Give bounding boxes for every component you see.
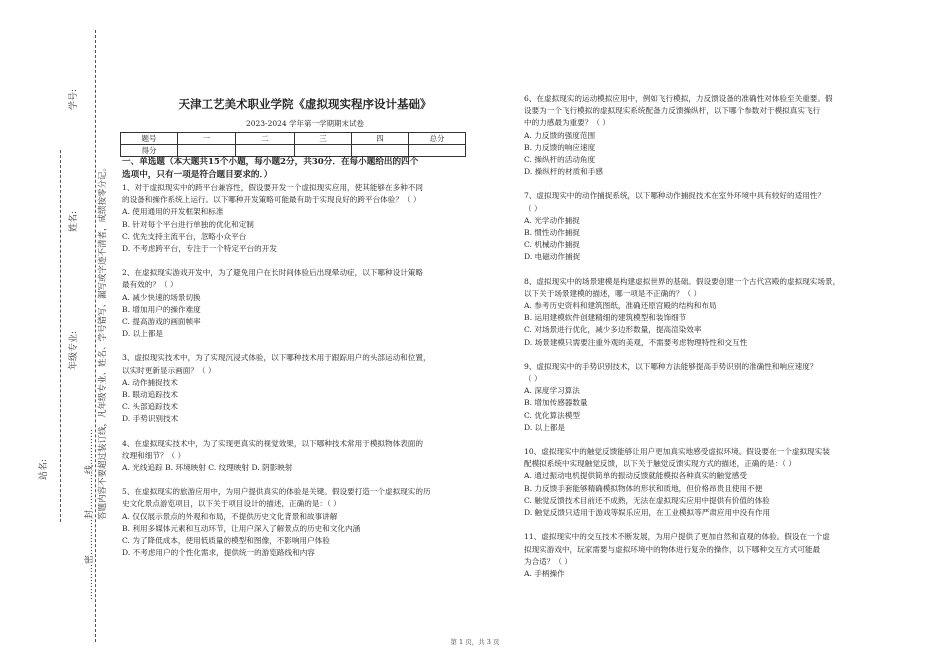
question-11 bbox=[524, 531, 894, 580]
question-stem: 10、虚拟现实中的触觉反馈能够让用户更加真实地感受虚拟环境。假设要在一个虚拟现实装 bbox=[524, 447, 830, 457]
question-stem: 拟现实游戏中，玩家需要与虚拟环境中的物体进行复杂的操作，以下哪种交互方式可能最 bbox=[524, 544, 821, 554]
question-7 bbox=[524, 190, 894, 263]
section-heading: 一、单选题（本大题共15个小题，每小题2分，共30分．在每小题给出的四个 bbox=[122, 157, 419, 167]
option[interactable]: B. 惯性动作捕捉 bbox=[524, 228, 580, 238]
option[interactable]: D. 以上都是 bbox=[122, 329, 164, 339]
question-stem: 8、虚拟现实中的场景建模是构建虚拟世界的基础。假设要创建一个古代宫殿的虚拟现实场景， bbox=[524, 276, 841, 286]
question-stem: 4、在虚拟现实技术中，为了实现更真实的视觉效果，以下哪种技术常用于模拟物体表面的 bbox=[122, 438, 423, 448]
question-10 bbox=[524, 446, 894, 519]
option[interactable]: D. 触觉反馈只适用于游戏等娱乐应用，在工业模拟等严肃应用中没有作用 bbox=[524, 508, 771, 518]
option[interactable]: B. 力反馈的响应速度 bbox=[524, 142, 596, 152]
option[interactable]: D. 手势识别技术 bbox=[122, 414, 179, 424]
option[interactable]: B. 运用建模软件创建精细的建筑模型和装饰细节 bbox=[524, 313, 687, 323]
school-label: 站名: bbox=[39, 458, 49, 480]
option[interactable]: A. 参考历史资料和建筑图纸，准确还原宫殿的结构和布局 bbox=[524, 301, 717, 311]
option[interactable]: A. 通过振动电机提供简单的振动反馈就能模拟各种真实的触觉感受 bbox=[524, 471, 747, 481]
binding-warning: 答题内容不要超过装订线，凡年级专业、姓名、学号错写、漏写或字迹不清者，成绩按零分记。 bbox=[98, 162, 108, 520]
page-footer: 第 1 页，共 3 页 bbox=[450, 638, 500, 646]
question-stem: 7、虚拟现实中的动作捕捉系统，以下哪种动作捕捉技术在室外环境中具有较好的适用性？ bbox=[524, 191, 825, 201]
question-5 bbox=[122, 486, 492, 559]
score-table bbox=[120, 132, 466, 157]
question-stem: 6、在虚拟现实的运动模拟应用中，例如飞行模拟，力反馈设备的准确性对体验至关重要。假 bbox=[524, 94, 833, 103]
option[interactable]: A. 手柄操作 bbox=[524, 568, 565, 578]
option[interactable]: C. 提高游戏的画面帧率 bbox=[122, 317, 201, 327]
score-header: 二 bbox=[236, 133, 295, 145]
option[interactable]: D. 电磁动作捕捉 bbox=[524, 252, 581, 262]
question-stem: 9、虚拟现实中的手势识别技术，以下哪种方法能够提高手势识别的准确性和响应速度？ bbox=[524, 361, 818, 371]
question-stem: 配模拟系统中实现触觉反馈，以下关于触觉反馈实现方式的描述，正确的是：（ ） bbox=[524, 459, 796, 469]
question-8 bbox=[524, 276, 894, 349]
question-stem: 的设备和操作系统上运行。以下哪种开发策略可能最有助于实现良好的跨平台体验？（ ） bbox=[122, 195, 421, 205]
question-4 bbox=[122, 438, 492, 475]
option[interactable]: B. 增加用户的操作难度 bbox=[122, 304, 201, 314]
option[interactable]: B. 增加传感器数量 bbox=[524, 398, 588, 408]
exam-subtitle: 2023-2024 学年第一学期期末试卷 bbox=[245, 119, 365, 128]
option[interactable]: B. 眼动追踪技术 bbox=[122, 390, 178, 400]
name-label: 姓名: bbox=[69, 210, 79, 232]
question-stem: 1、对于虚拟现实中的跨平台兼容性，假设要开发一个虚拟现实应用，使其能够在多种不同 bbox=[122, 183, 423, 192]
score-cell bbox=[236, 145, 295, 157]
right-column bbox=[524, 93, 894, 580]
option[interactable]: C. 为了降低成本，使用低质量的模型和图像，不影响用户体验 bbox=[122, 536, 330, 546]
option[interactable]: A. 动作捕捉技术 bbox=[122, 377, 178, 387]
score-cell bbox=[295, 145, 352, 157]
question-9 bbox=[524, 361, 894, 434]
option[interactable]: A. 使用通用的开发框架和标准 bbox=[122, 207, 224, 217]
score-table-row bbox=[121, 145, 466, 157]
option[interactable]: A. 力反馈的强度范围 bbox=[524, 130, 596, 140]
option[interactable]: D. 场景建模只需要注重外观的美观，不需要考虑物理特性和交互性 bbox=[524, 337, 748, 347]
student-no-label: 学号: bbox=[69, 88, 79, 110]
question-stem: 史文化景点游览项目，以下关于项目设计的描述，正确的是：（ ） bbox=[122, 499, 341, 509]
score-header: 题号 bbox=[121, 133, 178, 145]
option[interactable]: C. 优先支持主流平台，忽略小众平台 bbox=[122, 231, 247, 241]
option[interactable]: A. 光学动作捕捉 bbox=[524, 215, 580, 225]
question-stem: 2、在虚拟现实游戏开发中，为了避免用户在长时间体验后出现晕动症，以下哪种设计策略 bbox=[122, 268, 423, 278]
option[interactable]: D. 不考虑跨平台，专注于一个特定平台的开发 bbox=[122, 244, 277, 254]
option[interactable]: A. 减少快速的场景切换 bbox=[122, 292, 201, 302]
option[interactable]: A. 仅仅展示景点的外观和布局，不提供历史文化背景和故事讲解 bbox=[122, 511, 338, 521]
score-cell bbox=[352, 145, 409, 157]
question-stem: 11、虚拟现实中的交互技术不断发展，为用户提供了更加自然和直观的体验。假设在一个虚 bbox=[524, 532, 830, 542]
question-stem: 设要为一个飞行模拟的虚拟现实系统配备力反馈操纵杆，以下哪个参数对于模拟真实飞行 bbox=[524, 106, 821, 116]
option[interactable]: A. 光线追踪 B. 环境映射 C. 纹理映射 D. 阴影映射 bbox=[122, 463, 293, 473]
option[interactable]: C. 头部追踪技术 bbox=[122, 402, 178, 412]
score-row-label: 得分 bbox=[121, 145, 178, 157]
question-2 bbox=[122, 267, 492, 340]
question-6 bbox=[524, 93, 894, 178]
score-header: 一 bbox=[178, 133, 236, 145]
exam-title: 天津工艺美术职业学院《虚拟现实程序设计基础》 bbox=[178, 97, 432, 111]
question-stem: （ ） bbox=[524, 203, 542, 213]
score-table-header-row bbox=[121, 133, 466, 145]
left-column bbox=[122, 156, 492, 559]
option[interactable]: D. 以上都是 bbox=[524, 422, 566, 432]
question-1 bbox=[122, 182, 492, 255]
score-cell bbox=[409, 145, 466, 157]
question-stem: 5、在虚拟现实的旅游应用中，为用户提供真实的体验是关键。假设要打造一个虚拟现实的历 bbox=[122, 487, 431, 497]
score-header: 三 bbox=[295, 133, 352, 145]
seal-line-text: …………密…………封…………线………… bbox=[85, 428, 95, 600]
binding-margin bbox=[0, 0, 112, 672]
option[interactable]: C. 操纵杆的活动角度 bbox=[524, 155, 596, 165]
score-header: 总分 bbox=[409, 133, 466, 145]
class-label: 年级专业: bbox=[69, 330, 79, 370]
option[interactable]: C. 触觉反馈技术目前还不成熟，无法在虚拟现实应用中提供有价值的体验 bbox=[524, 495, 770, 505]
option[interactable]: A. 深度学习算法 bbox=[524, 386, 580, 396]
option[interactable]: D. 操纵杆的材质和手感 bbox=[524, 167, 603, 177]
binding-dashed-line-inner bbox=[60, 150, 61, 522]
question-stem: 纹理和细节？（ ） bbox=[122, 450, 186, 460]
option[interactable]: B. 利用多媒体元素和互动环节，让用户深入了解景点的历史和文化内涵 bbox=[122, 523, 361, 533]
option[interactable]: B. 针对每个平台进行单独的优化和定制 bbox=[122, 219, 254, 229]
option[interactable]: D. 不考虑用户的个性化需求，提供统一的游览路线和内容 bbox=[122, 548, 315, 558]
score-cell bbox=[178, 145, 236, 157]
question-stem: 为合适？（ ） bbox=[524, 556, 572, 566]
option[interactable]: C. 优化算法模型 bbox=[524, 410, 580, 420]
question-stem: 最有效的？（ ） bbox=[122, 280, 178, 290]
section-heading: 选项中，只有一项是符合题目要求的．） bbox=[122, 170, 273, 180]
question-stem: （ ） bbox=[524, 374, 542, 384]
question-3 bbox=[122, 352, 492, 425]
question-stem: 以实时更新显示画面？（ ） bbox=[122, 365, 216, 375]
option[interactable]: B. 力反馈手套能够精确模拟物体的形状和质地，但价格昂贵且使用不便 bbox=[524, 483, 763, 493]
question-stem: 3、虚拟现实技术中，为了实现沉浸式体验，以下哪种技术用于跟踪用户的头部运动和位置， bbox=[122, 353, 431, 363]
question-stem: 以下关于场景建模的描述，哪一项是不正确的？（ ） bbox=[524, 288, 702, 298]
option[interactable]: C. 对场景进行优化，减少多边形数量，提高渲染效率 bbox=[524, 325, 702, 335]
score-header: 四 bbox=[352, 133, 409, 145]
option[interactable]: C. 机械动作捕捉 bbox=[524, 240, 580, 250]
question-stem: 中的力感最为重要？（ ） bbox=[524, 118, 610, 128]
